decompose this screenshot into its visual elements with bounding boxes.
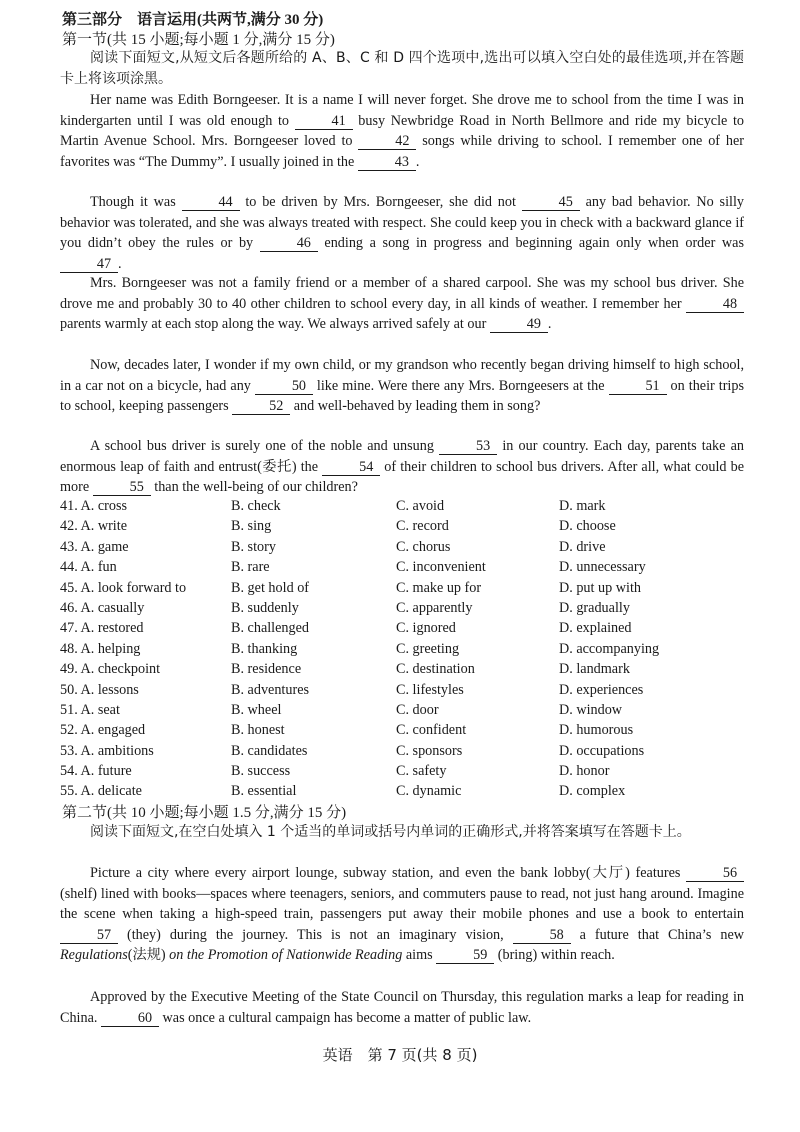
option-row (60, 618, 760, 638)
blank-58: 58 (513, 928, 571, 944)
option: D. experiences (559, 681, 644, 698)
option: D. accompanying (559, 640, 660, 657)
option: D. choose (559, 518, 616, 535)
part2-title: 第二节(共 10 小题;每小题 1.5 分,满分 15 分) (62, 805, 347, 821)
option-row (60, 578, 760, 598)
blank-45: 45 (522, 195, 580, 211)
blank-42: 42 (358, 134, 416, 150)
option: 46. A. casually (60, 599, 145, 616)
page-footer: 英语 第 7 页(共 8 页) (322, 1046, 478, 1064)
option: 54. A. future (60, 763, 132, 780)
passage2-paragraph-2: Approved by the Executive Meeting of the State Council on Thursday, this regulation marks a leap for reading in China. 60 was once a cultural campaign has become a matter of public law. (60, 989, 744, 1026)
option: C. inconvenient (396, 559, 486, 576)
blank-51: 51 (609, 379, 667, 395)
option: C. confident (396, 722, 467, 739)
option: 52. A. engaged (60, 722, 146, 739)
blank-46: 46 (260, 236, 318, 252)
option: B. story (231, 538, 276, 555)
option: 55. A. delicate (60, 783, 142, 800)
option: C. dynamic (396, 783, 462, 800)
option: B. rare (231, 559, 270, 576)
option: 48. A. helping (60, 640, 141, 657)
option: D. put up with (559, 579, 641, 596)
blank-52: 52 (232, 399, 290, 415)
option-row (60, 659, 760, 679)
option: C. ignored (396, 620, 456, 637)
option: C. apparently (396, 599, 473, 616)
blank-49: 49 (490, 317, 548, 333)
option: D. honor (559, 763, 610, 780)
option: 51. A. seat (60, 701, 120, 718)
option: 50. A. lessons (60, 681, 139, 698)
blank-60: 60 (101, 1011, 159, 1027)
blank-44: 44 (182, 195, 240, 211)
option: B. get hold of (231, 579, 310, 596)
option: C. avoid (396, 498, 445, 514)
option: B. challenged (231, 620, 310, 637)
blank-41: 41 (295, 114, 353, 130)
option: 47. A. restored (60, 620, 144, 637)
passage-paragraph-3: Mrs. Borngeeser was not a family friend or a member of a shared carpool. She was my school bus driver. She drove me and probably 30 to 40 other children to school every day, in all kinds of weather. I remember her 48 parents warmly at each stop along the way. We always arrived safely at our 49 . (60, 275, 744, 332)
option-row (60, 781, 760, 801)
blank-47: 47 (60, 257, 118, 273)
option-row (60, 639, 760, 659)
option: 49. A. checkpoint (60, 661, 161, 678)
option: C. safety (396, 763, 447, 780)
option-row (60, 496, 760, 516)
blank-57: 57 (60, 928, 118, 944)
option: B. honest (231, 722, 285, 739)
option: D. drive (559, 538, 606, 555)
option-row (60, 761, 760, 781)
section-title: 第三部分 语言运用(共两节,满分 30 分) (62, 12, 324, 28)
option: C. lifestyles (396, 681, 464, 698)
option: 45. A. look forward to (60, 579, 187, 596)
option: B. success (231, 763, 291, 780)
option: C. chorus (396, 538, 451, 555)
blank-55: 55 (93, 480, 151, 496)
option: B. suddenly (231, 599, 299, 616)
option: 43. A. game (60, 538, 129, 555)
option: C. make up for (396, 579, 482, 596)
option: B. wheel (231, 701, 282, 718)
option: D. explained (559, 620, 632, 637)
option: B. residence (231, 661, 302, 678)
option: C. door (396, 701, 439, 718)
option: D. mark (559, 498, 606, 514)
option: 42. A. write (60, 518, 127, 535)
blank-48: 48 (686, 297, 744, 313)
passage-paragraph-2: Though it was 44 to be driven by Mrs. Borngeeser, she did not 45 any bad behavior. No silly behavior was tolerated, and she was always treated with respect. She could keep you in check with a backward glance if you didn’t obey the rules or by 46 ending a song in progress and beginning again only when order was 47 . (60, 194, 744, 272)
option-row (60, 516, 760, 536)
blank-59: 59 (436, 948, 494, 964)
option: C. sponsors (396, 742, 463, 759)
option: D. gradually (559, 599, 630, 616)
option: B. essential (231, 783, 297, 800)
option: D. humorous (559, 722, 634, 739)
passage-paragraph-4: Now, decades later, I wonder if my own child, or my grandson who recently began driving himself to high school, in a car not on a bicycle, had any 50 like mine. Were there any Mrs. Borngeesers at the 51 on their trips to school, keeping passengers 52 and well-behaved by leading them in song? (60, 357, 744, 414)
option-row (60, 741, 760, 761)
option: B. thanking (231, 640, 298, 657)
blank-43: 43 (358, 155, 416, 171)
option: C. greeting (396, 640, 460, 657)
option-row (60, 700, 760, 720)
options-list (60, 496, 760, 802)
option: D. landmark (559, 661, 630, 678)
option: B. sing (231, 518, 272, 535)
blank-54: 54 (322, 460, 380, 476)
option: D. occupations (559, 742, 645, 759)
passage2-paragraph-1: Picture a city where every airport lounge, subway station, and even the bank lobby(大厅) features 56 (shelf) lined with books—spaces where teenagers, seniors, and commuters pause to read, not just hang around. Imagine the scene when taking a high-speed train, passengers put away their mobile phones and use a book to entertain 57 (they) during the journey. This is not an imaginary vision, 58 a future that China’s new Regulations(法规) on the Promotion of Nationwide Reading aims 59 (bring) within reach. (60, 865, 744, 963)
option: C. destination (396, 661, 475, 678)
option: B. adventures (231, 681, 310, 698)
blank-56: 56 (686, 866, 744, 882)
passage-paragraph-1: Her name was Edith Borngeeser. It is a name I will never forget. She drove me to school from the time I was in kindergarten until I was old enough to 41 busy Newbridge Road in North Bellmore and ride my bicycle to Martin Avenue School. Mrs. Borngeeser loved to 42 songs while driving to school. I remember one of her favorites was “The Dummy”. I usually joined in the 43 . (60, 92, 744, 170)
blank-53: 53 (439, 439, 497, 455)
option: 41. A. cross (60, 498, 127, 514)
part1-instruction: 阅读下面短文,从短文后各题所给的 A、B、C 和 D 四个选项中,选出可以填入空白处的最佳选项,并在答题卡上将该项涂黑。 (60, 50, 744, 87)
option-row (60, 680, 760, 700)
option: D. window (559, 701, 623, 718)
option-row (60, 598, 760, 618)
part2-instruction: 阅读下面短文,在空白处填入 1 个适当的单词或括号内单词的正确形式,并将答案填写在答题卡上。 (90, 824, 691, 840)
passage-paragraph-5: A school bus driver is surely one of the noble and unsung 53 in our country. Each day, parents take an enormous leap of faith and entrust(委托) the 54 of their children to school bus drivers. After all, what could be more 55 than the well-being of our children? (60, 438, 744, 495)
option-row (60, 557, 760, 577)
option: 44. A. fun (60, 559, 117, 576)
option-row (60, 720, 760, 740)
option: D. unnecessary (559, 559, 646, 576)
option: B. check (231, 498, 281, 514)
part1-title: 第一节(共 15 小题;每小题 1 分,满分 15 分) (62, 32, 335, 48)
blank-50: 50 (255, 379, 313, 395)
option-row (60, 537, 760, 557)
option: B. candidates (231, 742, 308, 759)
option: C. record (396, 518, 449, 535)
option: 53. A. ambitions (60, 742, 154, 759)
option: D. complex (559, 783, 626, 800)
